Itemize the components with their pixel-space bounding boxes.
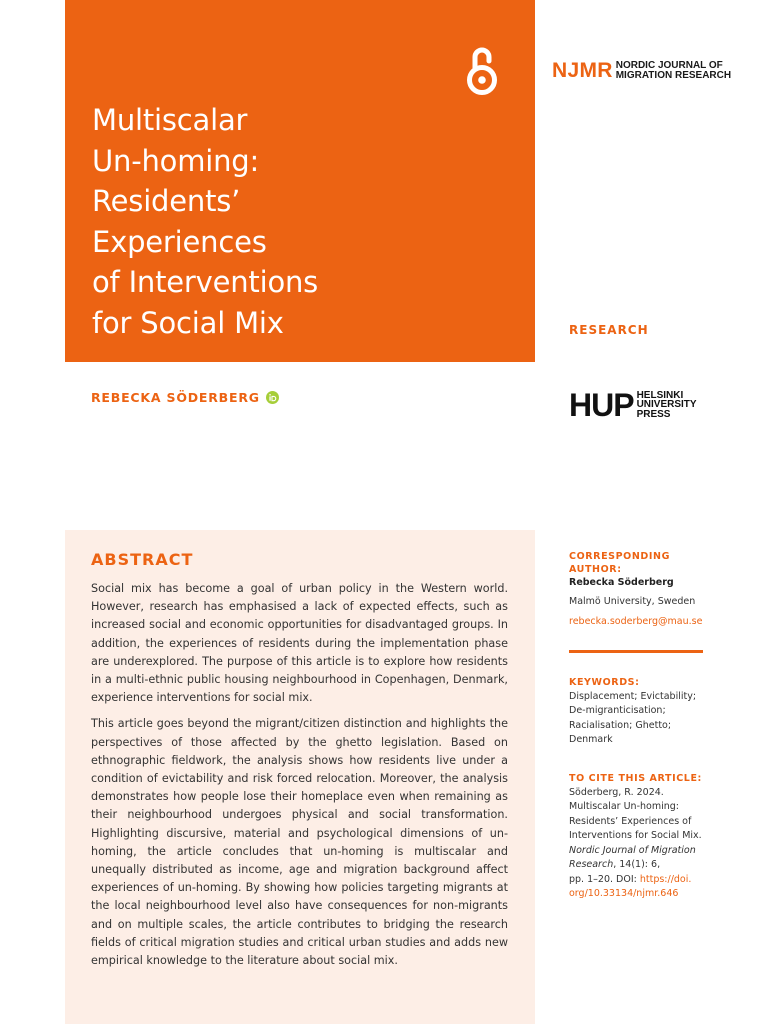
publisher-logo[interactable] (569, 389, 697, 421)
corresponding-author-name: Rebecka Söderberg (569, 577, 674, 588)
publisher-name-line: UNIVERSITY (636, 399, 697, 411)
keyword-line: Denmark (569, 734, 613, 745)
open-access-icon (462, 42, 502, 98)
abstract-section (65, 530, 535, 1024)
title-line: Multiscalar (92, 103, 248, 137)
citation-line: Söderberg, R. 2024. (569, 786, 664, 798)
title-line: of Interventions (92, 265, 319, 300)
citation-label: TO CITE THIS ARTICLE: (569, 773, 702, 784)
title-line: Residents’ (92, 184, 241, 219)
keyword-line: Displacement; Evictability; (569, 690, 697, 702)
journal-abbreviation: NJMR (552, 59, 613, 82)
corresponding-author (569, 551, 709, 629)
keywords (569, 677, 709, 748)
journal-name-line: MIGRATION RESEARCH (615, 70, 732, 81)
citation-line: Multiscalar Un-homing: (569, 801, 679, 812)
publisher-name (637, 391, 697, 420)
doi-link[interactable]: https://doi. (639, 873, 692, 885)
keyword-line: De-migranticisation; (569, 705, 666, 716)
publisher-name-line: HELSINKI (636, 389, 684, 401)
journal-name (616, 61, 731, 82)
doi-link[interactable]: org/10.33134/njmr.646 (569, 888, 679, 899)
journal-name-line: NORDIC JOURNAL OF (615, 59, 723, 71)
keywords-list (569, 690, 709, 748)
sidebar-divider (569, 650, 703, 653)
label-line: CORRESPONDING (569, 551, 670, 562)
author-line (91, 390, 279, 405)
citation-volume: , 14(1): 6, (613, 859, 661, 870)
citation-line: Residents’ Experiences of (569, 815, 692, 827)
citation-journal: Research (569, 859, 614, 870)
article-type-label: RESEARCH (569, 323, 649, 337)
citation-block (569, 773, 709, 902)
journal-logo[interactable] (552, 58, 731, 84)
citation-line: Interventions for Social Mix. (569, 830, 702, 841)
abstract-heading: ABSTRACT (91, 550, 194, 569)
publisher-abbreviation: HUP (569, 387, 634, 423)
publisher-name-line: PRESS (636, 408, 671, 420)
corresponding-author-label (569, 551, 709, 576)
citation-pages: pp. 1–20. DOI: (569, 873, 640, 885)
author-affiliation: Malmö University, Sweden (569, 596, 696, 607)
abstract-paragraph: This article goes beyond the migrant/citizen distinction and highlights the perspectives of those affected by the ghetto legislation. Based on ethnographic fieldwork, the analysis shows how residents live under a condition of evictability and risk forced relocation. Moreover, the analysis demonstrates how people lose their homeplace even when remaining as their neighbourhood undergoes physical and social transformation. Highlighting discursive, material and psychological dimensions of un-homing, the article concludes that un-homing is multiscalar and unequally distributed as income, age and migration background affect experiences of un-homing. By showing how policies targeting migrants at the local neighbourhood level also have consequences for non-migrants and on multiple scales, the article contributes to bridging the research fields of critical migration studies and critical urban studies and adds new empirical knowledge to the literature about social mix. (91, 717, 508, 968)
abstract-paragraph: Social mix has become a goal of urban policy in the Western world. However, research has emphasised a lack of expected effects, such as increased social and economic opportunities for disadvantaged groups. In addition, the experiences of residents during the implementation phase are underexplored. The purpose of this article is to explore how residents in a multi-ethnic public housing neighbourhood in Copenhagen, Denmark, experience interventions for social mix. (91, 582, 508, 705)
author-name: REBECKA SÖDERBERG (91, 390, 260, 405)
keyword-line: Racialisation; Ghetto; (569, 719, 672, 731)
citation-journal: Nordic Journal of Migration (569, 844, 696, 856)
title-line: Un-homing: (92, 143, 260, 178)
label-line: AUTHOR: (569, 563, 622, 575)
author-email-link[interactable]: rebecka.soderberg@mau.se (569, 615, 703, 627)
orcid-icon[interactable] (266, 391, 279, 404)
citation-text (569, 786, 709, 902)
article-title (92, 100, 512, 344)
abstract-body (91, 580, 508, 978)
keywords-label: KEYWORDS: (569, 677, 640, 688)
title-line: for Social Mix (92, 305, 284, 340)
title-line: Experiences (92, 224, 267, 259)
